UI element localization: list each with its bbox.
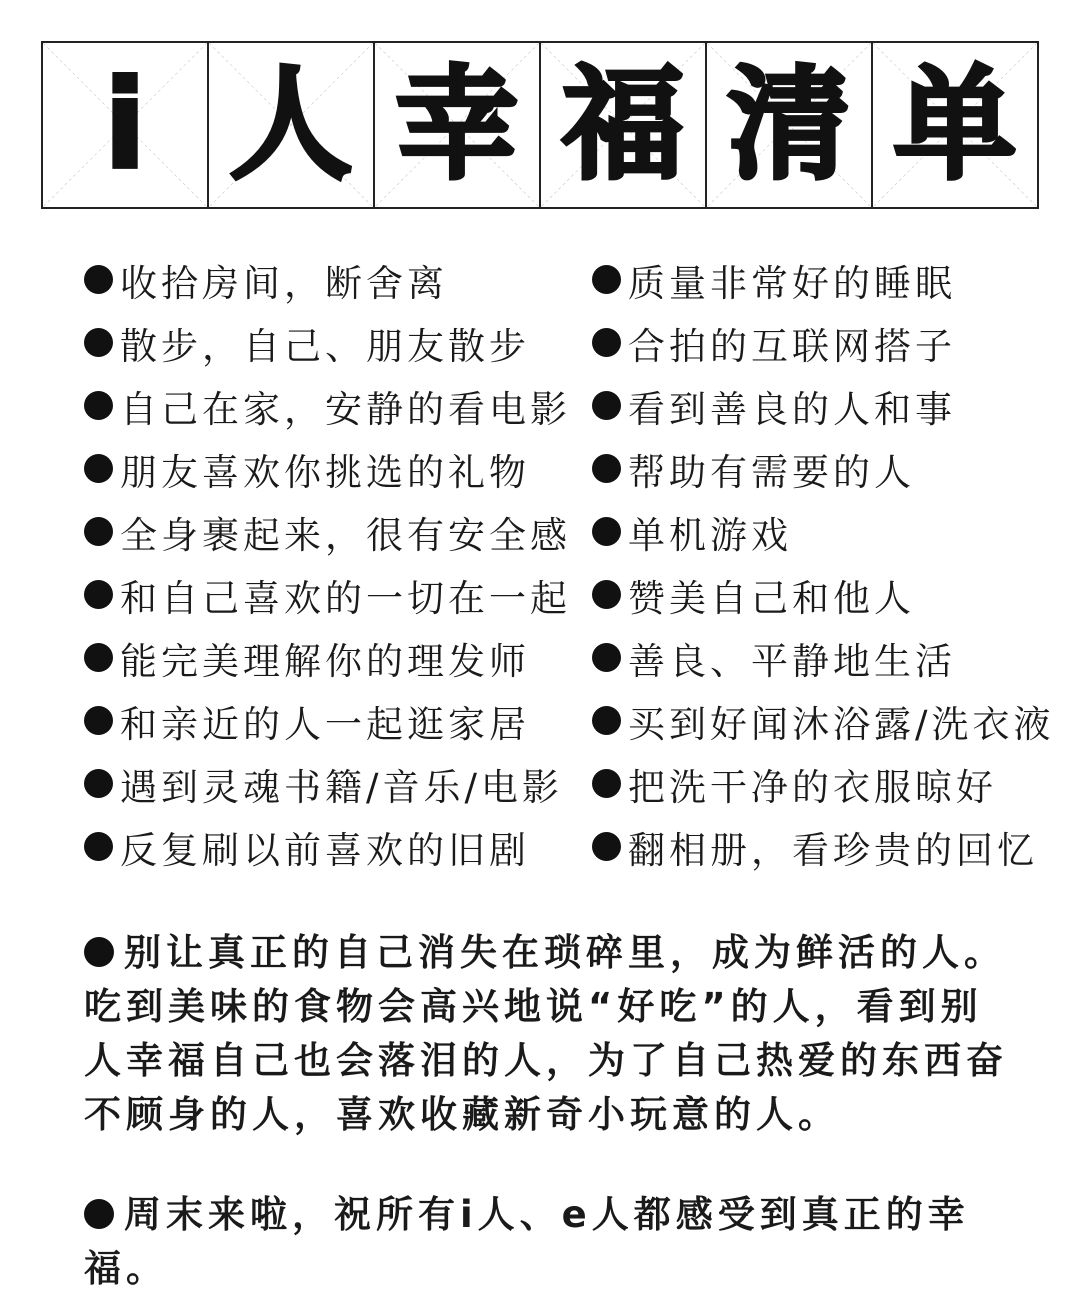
list-item xyxy=(84,311,564,374)
closing-paragraph-text: 别让真正的自己消失在琐碎里，成为鲜活的人。吃到美味的食物会高兴地说“好吃”的人，看到别人幸福自己也会落泪的人，为了自己热爱的东西奋不顾身的人，喜欢收藏新奇小玩意的人。 xyxy=(84,931,1008,1136)
list-item-text: 自己在家，安静的看电影 xyxy=(120,387,571,431)
list-item xyxy=(592,500,1062,563)
list-item-text: 全身裹起来，很有安全感 xyxy=(120,513,571,557)
bullet-dot-icon xyxy=(592,580,621,609)
bullet-dot-icon xyxy=(84,265,113,294)
bullet-dot-icon xyxy=(592,454,621,483)
title-cell xyxy=(209,43,375,207)
title-cell xyxy=(375,43,541,207)
bullet-dot-icon xyxy=(84,517,113,546)
bullet-dot-icon xyxy=(592,832,621,861)
closing-paragraph xyxy=(84,926,1014,1142)
list-item-text: 散步，自己、朋友散步 xyxy=(120,324,530,368)
title-cell xyxy=(43,43,209,207)
weekend-wish xyxy=(84,1188,1014,1296)
bullet-dot-icon xyxy=(84,832,113,861)
list-item xyxy=(592,815,1062,878)
list-item-text: 把洗干净的衣服晾好 xyxy=(628,765,997,809)
bullet-dot-icon xyxy=(84,643,113,672)
title-cell xyxy=(707,43,873,207)
list-item-text: 朋友喜欢你挑选的礼物 xyxy=(120,450,530,494)
list-item-text: 善良、平静地生活 xyxy=(628,639,956,683)
bullet-dot-icon xyxy=(592,643,621,672)
list-item xyxy=(84,626,564,689)
list-item xyxy=(84,689,564,752)
bullet-dot-icon xyxy=(592,391,621,420)
list-item-text: 遇到灵魂书籍/音乐/电影 xyxy=(120,765,563,809)
bullet-dot-icon xyxy=(592,769,621,798)
list-item xyxy=(84,437,564,500)
list-item-text: 和自己喜欢的一切在一起 xyxy=(120,576,571,620)
list-item-text: 赞美自己和他人 xyxy=(628,576,915,620)
weekend-wish-text: 周末来啦，祝所有i人、e人都感受到真正的幸福。 xyxy=(84,1193,970,1290)
list-item-text: 能完美理解你的理发师 xyxy=(120,639,530,683)
bullet-dot-icon xyxy=(84,328,113,357)
list-item xyxy=(592,248,1062,311)
bullet-dot-icon xyxy=(84,580,113,609)
list-item-text: 合拍的互联网搭子 xyxy=(628,324,956,368)
bullet-dot-icon xyxy=(84,391,113,420)
title-cell xyxy=(873,43,1039,207)
title-char-5: 清 xyxy=(728,54,850,196)
list-item-text: 看到善良的人和事 xyxy=(628,387,956,431)
list-item xyxy=(592,374,1062,437)
list-item-text: 翻相册，看珍贵的回忆 xyxy=(628,828,1038,872)
list-item-text: 单机游戏 xyxy=(628,513,792,557)
title-banner xyxy=(41,41,1039,209)
title-char-3: 幸 xyxy=(396,54,518,196)
list-item xyxy=(84,500,571,563)
list-item-text: 反复刷以前喜欢的旧剧 xyxy=(120,828,530,872)
list-item-text: 收拾房间，断舍离 xyxy=(120,261,448,305)
left-list xyxy=(84,248,571,878)
list-item xyxy=(592,311,1062,374)
list-item-text: 帮助有需要的人 xyxy=(628,450,915,494)
bullet-dot-icon xyxy=(84,769,113,798)
list-item-text: 质量非常好的睡眠 xyxy=(628,261,956,305)
title-char-1: i xyxy=(104,54,146,196)
title-char-2: 人 xyxy=(230,54,352,196)
bullet-dot-icon xyxy=(84,454,113,483)
list-item-text: 和亲近的人一起逛家居 xyxy=(120,702,530,746)
bullet-dot-icon xyxy=(84,937,114,967)
title-char-4: 福 xyxy=(562,54,684,196)
title-char-6: 单 xyxy=(894,54,1016,196)
title-cell xyxy=(541,43,707,207)
list-item xyxy=(84,374,571,437)
list-item xyxy=(84,563,571,626)
list-item xyxy=(592,437,1062,500)
list-item xyxy=(592,752,1062,815)
right-list xyxy=(592,248,1062,878)
list-item xyxy=(592,689,1062,752)
bullet-dot-icon xyxy=(84,706,113,735)
list-item xyxy=(84,248,564,311)
list-item-text: 买到好闻沐浴露/洗衣液 xyxy=(628,702,1055,746)
bullet-dot-icon xyxy=(592,517,621,546)
list-item xyxy=(592,563,1062,626)
bullet-dot-icon xyxy=(592,706,621,735)
list-item xyxy=(84,815,564,878)
bullet-dot-icon xyxy=(84,1199,114,1229)
list-item xyxy=(592,626,1062,689)
list-item xyxy=(84,752,564,815)
bullet-dot-icon xyxy=(592,328,621,357)
bullet-dot-icon xyxy=(592,265,621,294)
